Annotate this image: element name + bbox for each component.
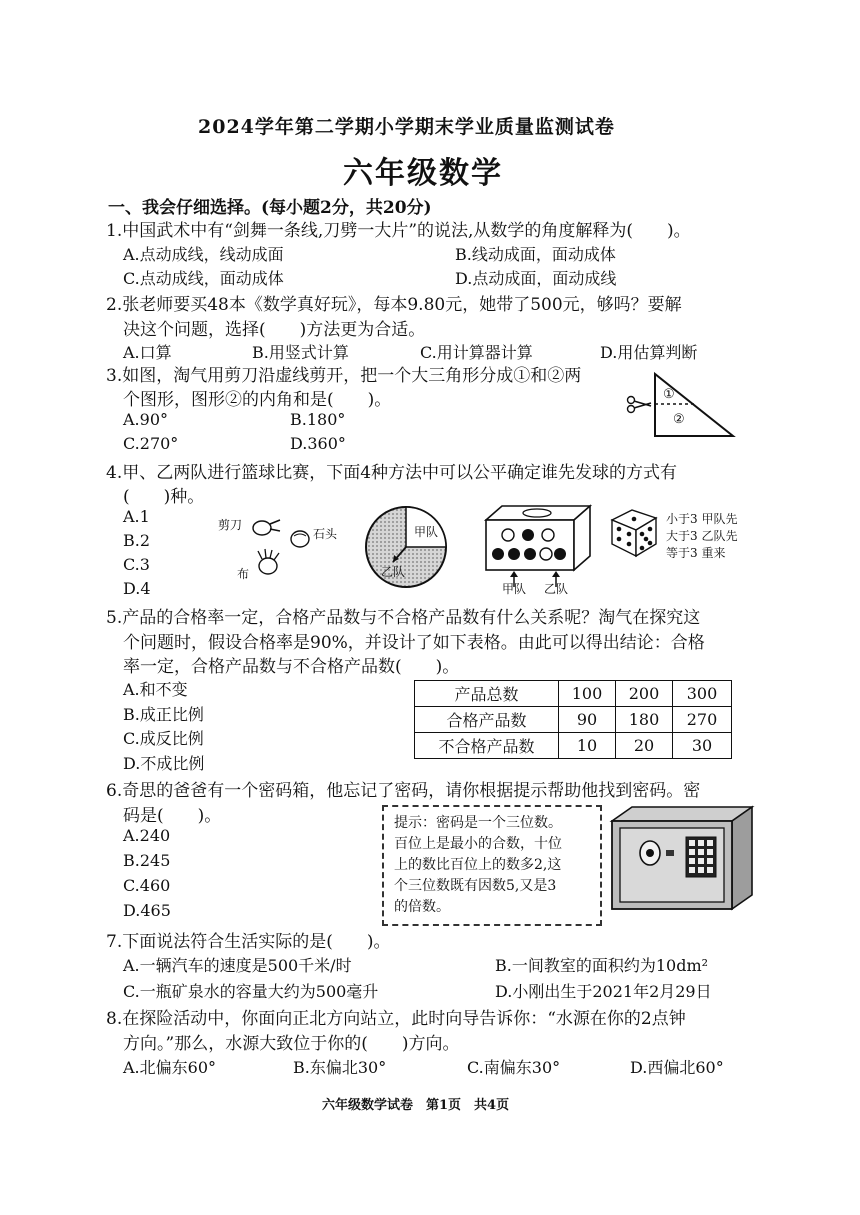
- dice-icon: [606, 504, 662, 560]
- q3-text-line1: 3.如图，淘气用剪刀沿虚线剪开，把一个大三角形分成①和②两: [106, 366, 582, 386]
- hint-line: 个三位数既有因数5,又是3: [394, 878, 557, 894]
- q4-option-d: D.4: [123, 579, 151, 598]
- q6-option-c: C.460: [123, 876, 171, 895]
- table-cell: 200: [616, 681, 673, 707]
- q4-text-line1: 4.甲、乙两队进行篮球比赛，下面4种方法中可以公平确定谁先发球的方式有: [106, 463, 678, 483]
- table-cell: 90: [559, 707, 616, 733]
- q6-option-a: A.240: [123, 826, 171, 845]
- table-cell: 10: [559, 733, 616, 759]
- page-footer: 六年级数学试卷 第1页 共4页: [322, 1098, 510, 1113]
- table-row: [415, 733, 732, 759]
- safe-icon: [608, 803, 756, 915]
- q2-option-b: B.用竖式计算: [252, 343, 349, 362]
- q8-option-a: A.北偏东60°: [123, 1058, 217, 1077]
- q1-text: 1.中国武术中有“剑舞一条线,刀劈一大片”的说法,从数学的角度解释为( )。: [106, 221, 691, 241]
- q5-option-a: A.和不变: [123, 680, 188, 699]
- q2-option-a: A.口算: [123, 343, 172, 362]
- rps-label-rock: 石头: [313, 527, 338, 541]
- table-row-label: 不合格产品数: [415, 733, 559, 759]
- q7-option-d: D.小刚出生于2021年2月29日: [495, 982, 712, 1001]
- q4-option-a: A.1: [123, 507, 150, 526]
- q6-option-b: B.245: [123, 851, 171, 870]
- table-cell: 270: [673, 707, 732, 733]
- hint-line: 上的数比百位上的数多2,这: [394, 857, 562, 873]
- q4-option-c: C.3: [123, 555, 150, 574]
- rate-table: [414, 680, 732, 759]
- spinner-label-jia: 甲队: [414, 525, 439, 539]
- q8-option-c: C.南偏东30°: [467, 1058, 561, 1077]
- table-row-label: 产品总数: [415, 681, 559, 707]
- table-row-label: 合格产品数: [415, 707, 559, 733]
- q2-text-line2: 决这个问题，选择( )方法更为合适。: [123, 320, 426, 340]
- q1-option-d: D.点动成面，面动成线: [455, 269, 617, 288]
- q4-text-line2: ( )种。: [123, 487, 205, 507]
- q6-option-d: D.465: [123, 901, 171, 920]
- table-cell: 30: [673, 733, 732, 759]
- q7-option-a: A.一辆汽车的速度是500千米/时: [123, 956, 352, 975]
- q7-option-b: B.一间教室的面积约为10dm²: [495, 956, 709, 975]
- spinner-figure: [363, 504, 449, 590]
- q5-text-line1: 5.产品的合格率一定，合格产品数与不合格产品数有什么关系呢？淘气在探究这: [106, 608, 701, 628]
- paper-hand-icon: [258, 549, 279, 574]
- q5-text-line2: 个问题时，假设合格率是90%，并设计了如下表格。由此可以得出结论：合格: [123, 633, 705, 653]
- q1-option-a: A.点动成线，线动成面: [123, 245, 284, 264]
- dice-note-1: 小于3 甲队先: [666, 512, 738, 526]
- section-heading: 一、我会仔细选择。(每小题2分，共20分): [108, 198, 432, 218]
- hint-line: 百位上是最小的合数，十位: [394, 836, 562, 852]
- q1-option-c: C.点动成线，面动成体: [123, 269, 284, 288]
- fig-label-1: ①: [663, 387, 675, 402]
- table-cell: 100: [559, 681, 616, 707]
- table-row: [415, 681, 732, 707]
- q3-option-b: B.180°: [290, 410, 346, 429]
- fig-label-2: ②: [673, 412, 685, 427]
- hint-line: 的倍数。: [394, 899, 450, 915]
- q8-text-line1: 8.在探险活动中，你面向正北方向站立，此时向导告诉你：“水源在你的2点钟: [106, 1009, 686, 1029]
- exam-title: 2024学年第二学期小学期末学业质量监测试卷: [198, 116, 615, 138]
- q5-option-c: C.成反比例: [123, 729, 204, 748]
- q4-option-b: B.2: [123, 531, 151, 550]
- q6-text-line2: 码是( )。: [123, 806, 222, 826]
- q6-text-line1: 6.奇思的爸爸有一个密码箱，他忘记了密码，请你根据提示帮助他找到密码。密: [106, 781, 701, 801]
- q7-text: 7.下面说法符合生活实际的是( )。: [106, 932, 391, 952]
- q8-option-b: B.东偏北30°: [293, 1058, 387, 1077]
- q5-option-d: D.不成比例: [123, 754, 205, 773]
- rock-hand-icon: [291, 531, 309, 547]
- hint-line: 提示：密码是一个三位数。: [394, 815, 562, 831]
- exam-subtitle: 六年级数学: [343, 156, 503, 191]
- q2-text-line1: 2.张老师要买48本《数学真好玩》，每本9.80元，她带了500元，够吗？要解: [106, 295, 682, 315]
- q2-option-c: C.用计算器计算: [420, 343, 533, 362]
- table-cell: 20: [616, 733, 673, 759]
- q7-option-c: C.一瓶矿泉水的容量大约为500毫升: [123, 982, 379, 1001]
- q3-option-a: A.90°: [123, 410, 168, 429]
- table-cell: 180: [616, 707, 673, 733]
- q3-option-d: D.360°: [290, 434, 346, 453]
- scissors-hand-icon: [253, 520, 280, 535]
- table-row: [415, 707, 732, 733]
- box-label-jia: 甲队: [502, 582, 527, 596]
- table-cell: 300: [673, 681, 732, 707]
- rps-hands-figure: [244, 512, 334, 582]
- q8-option-d: D.西偏北60°: [630, 1058, 724, 1077]
- password-hint-box: [382, 805, 602, 926]
- triangle-figure: [625, 370, 740, 440]
- q5-option-b: B.成正比例: [123, 705, 204, 724]
- q5-text-line3: 率一定，合格产品数与不合格产品数( )。: [123, 657, 460, 677]
- dice-note-3: 等于3 重来: [666, 546, 726, 560]
- q8-text-line2: 方向。”那么，水源大致位于你的( )方向。: [123, 1034, 460, 1054]
- dice-note-2: 大于3 乙队先: [666, 529, 738, 543]
- q1-option-b: B.线动成面，面动成体: [455, 245, 616, 264]
- q3-option-c: C.270°: [123, 434, 179, 453]
- rps-label-scissors: 剪刀: [218, 518, 243, 532]
- q3-text-line2: 个图形，图形②的内角和是( )。: [123, 390, 392, 410]
- scissors-icon: [628, 397, 652, 413]
- box-label-yi: 乙队: [544, 582, 569, 596]
- rps-label-paper: 布: [237, 567, 250, 581]
- spinner-label-yi: 乙队: [381, 565, 406, 579]
- ball-box-figure: [482, 502, 594, 576]
- q2-option-d: D.用估算判断: [600, 343, 698, 362]
